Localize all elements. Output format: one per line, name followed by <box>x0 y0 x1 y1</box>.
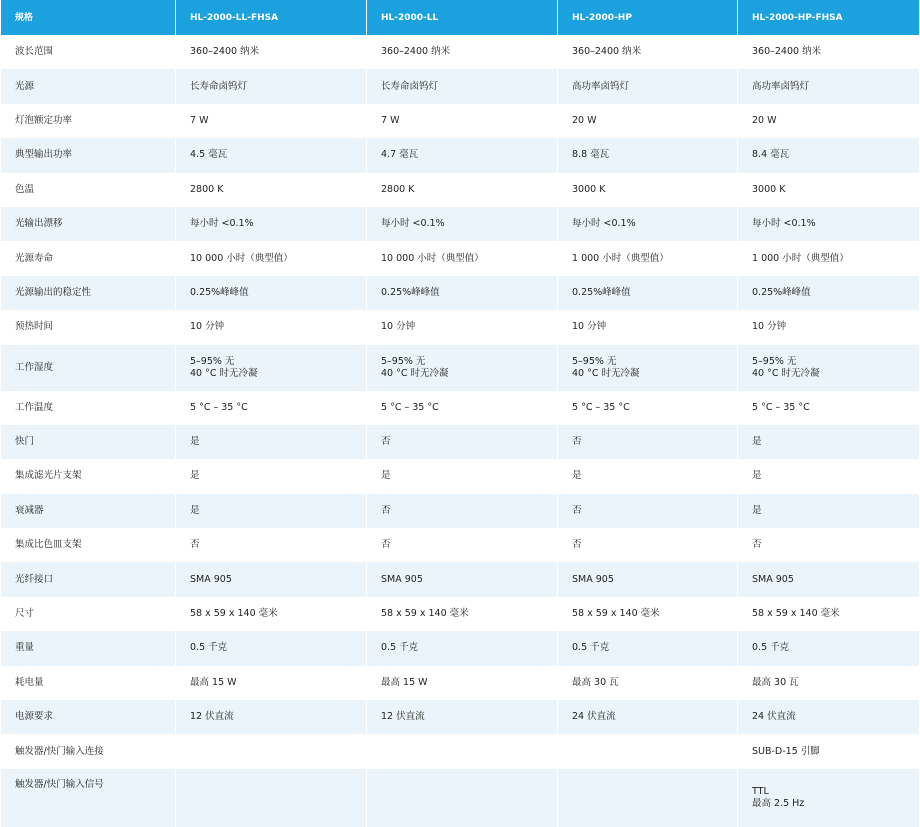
cell: SMA 905 <box>367 562 558 596</box>
row-label: 工作湿度 <box>1 345 176 391</box>
header-model-3: HL-2000-HP <box>558 0 738 35</box>
cell <box>558 734 738 768</box>
row-label: 典型输出功率 <box>1 138 176 172</box>
cell: 20 W <box>738 104 919 138</box>
table-row <box>1 391 919 425</box>
cell: 0.25%峰峰值 <box>558 276 738 310</box>
cell: 5 °C – 35 °C <box>176 391 367 425</box>
cell: 58 x 59 x 140 毫米 <box>558 597 738 631</box>
cell: 58 x 59 x 140 毫米 <box>738 597 919 631</box>
cell: 2800 K <box>367 173 558 207</box>
cell: 0.25%峰峰值 <box>738 276 919 310</box>
cell: 5 °C – 35 °C <box>558 391 738 425</box>
cell: 24 伏直流 <box>738 700 919 734</box>
cell: SMA 905 <box>176 562 367 596</box>
cell: 每小时 <0.1% <box>738 207 919 241</box>
row-label: 灯泡额定功率 <box>1 104 176 138</box>
cell: 否 <box>558 425 738 459</box>
cell: 否 <box>367 528 558 562</box>
table-row <box>1 345 919 391</box>
cell: 0.5 千克 <box>367 631 558 665</box>
row-label: 快门 <box>1 425 176 459</box>
cell: 长寿命卤钨灯 <box>367 69 558 103</box>
cell: 否 <box>367 494 558 528</box>
row-label: 耗电量 <box>1 666 176 700</box>
cell: 5 °C – 35 °C <box>367 391 558 425</box>
table-row <box>1 207 919 241</box>
cell: 12 伏直流 <box>367 700 558 734</box>
cell: SMA 905 <box>738 562 919 596</box>
cell: 1 000 小时（典型值） <box>738 241 919 275</box>
cell: 10 分钟 <box>738 310 919 344</box>
table-row <box>1 769 919 827</box>
header-row <box>1 0 919 35</box>
cell <box>367 734 558 768</box>
cell: 360–2400 纳米 <box>367 35 558 69</box>
row-label: 光源寿命 <box>1 241 176 275</box>
cell: 否 <box>367 425 558 459</box>
row-label: 触发器/快门输入连接 <box>1 734 176 768</box>
cell: 高功率卤钨灯 <box>558 69 738 103</box>
cell: 0.5 千克 <box>738 631 919 665</box>
cell <box>367 769 558 827</box>
cell: 3000 K <box>558 173 738 207</box>
header-model-4: HL-2000-HP-FHSA <box>738 0 919 35</box>
table-row <box>1 69 919 103</box>
header-model-2: HL-2000-LL <box>367 0 558 35</box>
cell: 每小时 <0.1% <box>176 207 367 241</box>
cell: 4.7 毫瓦 <box>367 138 558 172</box>
cell: 最高 30 瓦 <box>738 666 919 700</box>
table-row <box>1 35 919 69</box>
cell: 最高 15 W <box>176 666 367 700</box>
row-label: 重量 <box>1 631 176 665</box>
cell: 7 W <box>176 104 367 138</box>
row-label: 光输出漂移 <box>1 207 176 241</box>
cell: 4.5 毫瓦 <box>176 138 367 172</box>
cell: SMA 905 <box>558 562 738 596</box>
row-label: 触发器/快门输入信号 <box>1 769 176 827</box>
row-label: 光源输出的稳定性 <box>1 276 176 310</box>
row-label: 尺寸 <box>1 597 176 631</box>
cell: 否 <box>176 528 367 562</box>
row-label: 光源 <box>1 69 176 103</box>
cell: 是 <box>738 425 919 459</box>
cell <box>176 734 367 768</box>
cell: 0.25%峰峰值 <box>176 276 367 310</box>
cell: 每小时 <0.1% <box>558 207 738 241</box>
row-label: 衰减器 <box>1 494 176 528</box>
row-label: 波长范围 <box>1 35 176 69</box>
row-label: 工作温度 <box>1 391 176 425</box>
cell: 360–2400 纳米 <box>738 35 919 69</box>
cell: 是 <box>176 494 367 528</box>
table-row <box>1 425 919 459</box>
cell: 10 分钟 <box>176 310 367 344</box>
row-label: 电源要求 <box>1 700 176 734</box>
table-row <box>1 631 919 665</box>
cell: 否 <box>558 494 738 528</box>
cell: 58 x 59 x 140 毫米 <box>367 597 558 631</box>
cell: 5–95% 无 40 °C 时无冷凝 <box>558 345 738 391</box>
header-spec: 规格 <box>1 0 176 35</box>
cell <box>176 769 367 827</box>
table-row <box>1 459 919 493</box>
cell: 5–95% 无 40 °C 时无冷凝 <box>738 345 919 391</box>
cell: 0.5 千克 <box>558 631 738 665</box>
cell: 最高 15 W <box>367 666 558 700</box>
table-row <box>1 310 919 344</box>
row-label: 预热时间 <box>1 310 176 344</box>
cell: 360–2400 纳米 <box>558 35 738 69</box>
table-row <box>1 700 919 734</box>
cell: 360–2400 纳米 <box>176 35 367 69</box>
table-row <box>1 241 919 275</box>
cell: 0.25%峰峰值 <box>367 276 558 310</box>
cell: 58 x 59 x 140 毫米 <box>176 597 367 631</box>
cell: 24 伏直流 <box>558 700 738 734</box>
cell: 7 W <box>367 104 558 138</box>
cell: 12 伏直流 <box>176 700 367 734</box>
cell <box>558 769 738 827</box>
cell: 5–95% 无 40 °C 时无冷凝 <box>176 345 367 391</box>
table-row <box>1 104 919 138</box>
cell: 8.8 毫瓦 <box>558 138 738 172</box>
cell: 0.5 千克 <box>176 631 367 665</box>
table-row <box>1 494 919 528</box>
cell: 是 <box>367 459 558 493</box>
cell: 1 000 小时（典型值） <box>558 241 738 275</box>
cell: 10 分钟 <box>558 310 738 344</box>
table-row <box>1 138 919 172</box>
cell: 是 <box>176 459 367 493</box>
cell: 高功率卤钨灯 <box>738 69 919 103</box>
row-label: 集成比色皿支架 <box>1 528 176 562</box>
cell: 5 °C – 35 °C <box>738 391 919 425</box>
row-label: 集成滤光片支架 <box>1 459 176 493</box>
spec-table <box>1 0 919 827</box>
cell: 否 <box>558 528 738 562</box>
row-label: 光纤接口 <box>1 562 176 596</box>
cell: 8.4 毫瓦 <box>738 138 919 172</box>
cell: 长寿命卤钨灯 <box>176 69 367 103</box>
cell: 是 <box>558 459 738 493</box>
table-row <box>1 666 919 700</box>
cell: 每小时 <0.1% <box>367 207 558 241</box>
cell: 是 <box>176 425 367 459</box>
cell: 是 <box>738 459 919 493</box>
cell: 5–95% 无 40 °C 时无冷凝 <box>367 345 558 391</box>
cell: 是 <box>738 494 919 528</box>
cell: 10 000 小时（典型值） <box>367 241 558 275</box>
cell: 3000 K <box>738 173 919 207</box>
table-row <box>1 597 919 631</box>
table-row <box>1 173 919 207</box>
cell: 2800 K <box>176 173 367 207</box>
cell: TTL 最高 2.5 Hz <box>738 769 919 827</box>
cell: 10 000 小时（典型值） <box>176 241 367 275</box>
cell: 否 <box>738 528 919 562</box>
table-row <box>1 528 919 562</box>
cell: 10 分钟 <box>367 310 558 344</box>
cell: SUB-D-15 引脚 <box>738 734 919 768</box>
header-model-1: HL-2000-LL-FHSA <box>176 0 367 35</box>
table-row <box>1 562 919 596</box>
cell: 20 W <box>558 104 738 138</box>
cell: 最高 30 瓦 <box>558 666 738 700</box>
table-row <box>1 734 919 768</box>
row-label: 色温 <box>1 173 176 207</box>
table-row <box>1 276 919 310</box>
